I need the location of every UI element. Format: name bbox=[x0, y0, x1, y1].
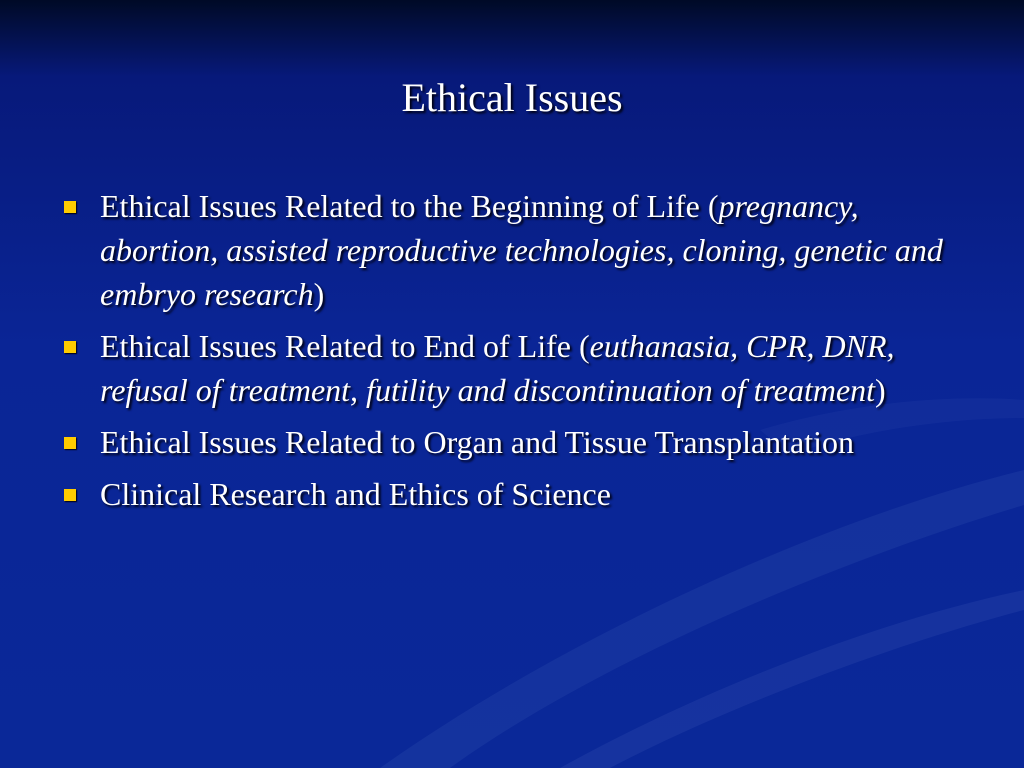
bullet-tail: ) bbox=[313, 276, 325, 312]
bullet-text: Ethical Issues Related to End of Life ( bbox=[100, 328, 590, 364]
slide-title: Ethical Issues bbox=[401, 75, 623, 120]
square-bullet-icon bbox=[64, 201, 76, 213]
bullet-item-end-of-life bbox=[62, 324, 962, 412]
bullet-item-organ-transplantation bbox=[62, 420, 962, 464]
square-bullet-icon bbox=[64, 489, 76, 501]
square-bullet-icon bbox=[64, 437, 76, 449]
bullet-details: pregnancy, abortion, assisted reproductive technologies, cloning, genetic and embryo research bbox=[100, 188, 943, 312]
bullet-details: euthanasia, CPR, DNR, refusal of treatment, futility and discontinuation of treatment bbox=[100, 328, 895, 408]
bullet-text: Ethical Issues Related to the Beginning of Life ( bbox=[100, 188, 719, 224]
square-bullet-icon bbox=[64, 341, 76, 353]
bullet-text: Clinical Research and Ethics of Science bbox=[100, 476, 611, 512]
bullet-item-beginning-of-life bbox=[62, 184, 962, 316]
bullet-tail: ) bbox=[875, 372, 886, 408]
bullet-item-clinical-research bbox=[62, 472, 962, 516]
bullet-text: Ethical Issues Related to Organ and Tissue Transplantation bbox=[100, 424, 855, 460]
bullet-list bbox=[62, 184, 962, 524]
